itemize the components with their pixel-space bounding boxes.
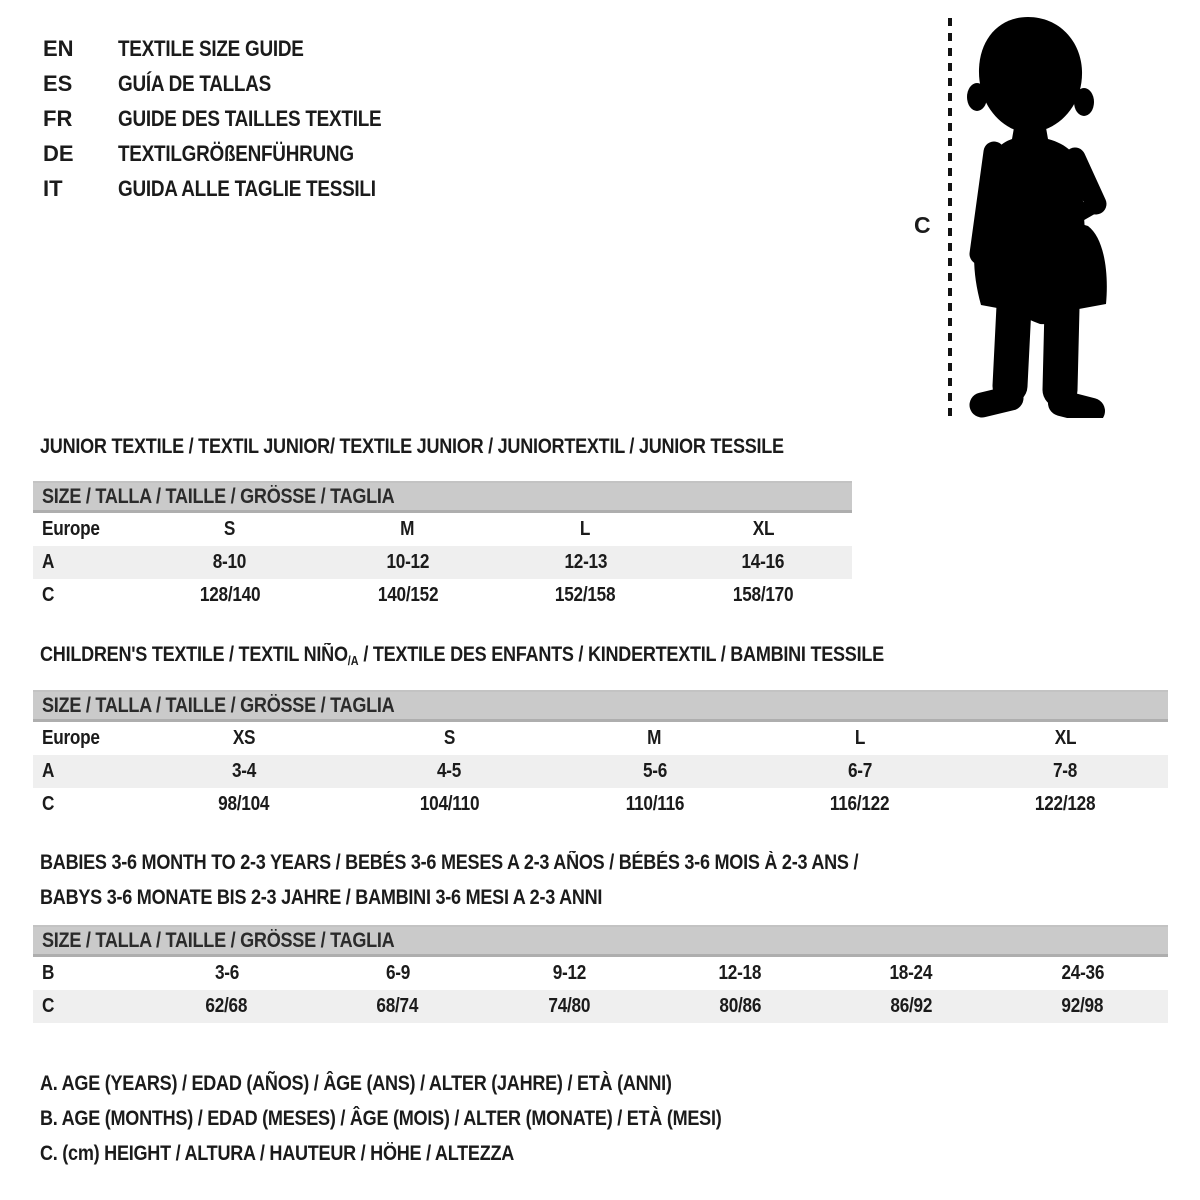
table-cell: 140/152 [377, 584, 438, 606]
guide-title-it: GUIDA ALLE TAGLIE TESSILI [118, 175, 376, 201]
table-cell: 24-36 [1061, 962, 1104, 984]
height-measure-figure [900, 0, 1160, 430]
table-row-height-cm [33, 579, 852, 612]
table-cell: XS [232, 727, 255, 749]
row-label: C [42, 995, 55, 1017]
table-cell: 86/92 [890, 995, 933, 1017]
table-cell: 92/98 [1061, 995, 1104, 1017]
size-header-label: SIZE / TALLA / TAILLE / GRÖSSE / TAGLIA [42, 928, 395, 952]
guide-title-fr: GUIDE DES TAILLES TEXTILE [118, 105, 382, 131]
language-row-es [43, 66, 424, 101]
row-label: C [42, 584, 55, 606]
table-cell: 3-4 [231, 760, 256, 782]
table-cell: M [400, 518, 415, 540]
nino-a-subscript: /A [347, 654, 359, 668]
babies-table-header [33, 925, 1168, 957]
legend-line-b: B. AGE (MONTHS) / EDAD (MESES) / ÂGE (MOIS) / ALTER (MONATE) / ETÀ (MESI) [40, 1106, 722, 1130]
junior-section-title: JUNIOR TEXTILE / TEXTIL JUNIOR/ TEXTILE JUNIOR / JUNIORTEXTIL / JUNIOR TESSILE [40, 435, 784, 458]
table-cell: 3-6 [214, 962, 239, 984]
table-cell: 104/110 [419, 793, 479, 815]
junior-size-table [33, 481, 852, 612]
language-row-de [43, 136, 424, 171]
table-cell: 128/140 [199, 584, 261, 606]
language-code: EN [43, 35, 74, 61]
table-cell: 18-24 [889, 962, 933, 984]
table-row-height-cm [33, 990, 1168, 1023]
measurement-legend [40, 1066, 832, 1171]
table-cell: 12-18 [718, 962, 762, 984]
row-label: Europe [42, 727, 100, 749]
table-cell: 80/86 [719, 995, 761, 1017]
language-code: IT [43, 175, 63, 201]
children-table-header [33, 690, 1168, 722]
table-cell: 122/128 [1035, 793, 1096, 815]
table-row-height-cm [33, 788, 1168, 821]
junior-table-header [33, 481, 852, 513]
babies-section-title-line2: BABYS 3-6 MONATE BIS 2-3 JAHRE / BAMBINI 3-6 MESI A 2-3 ANNI [40, 886, 603, 909]
table-cell: 158/170 [732, 584, 794, 606]
language-row-it [43, 171, 424, 206]
table-cell: L [854, 727, 866, 749]
table-cell: 8-10 [213, 551, 247, 573]
children-size-table [33, 690, 1168, 821]
table-cell: 152/158 [555, 584, 616, 606]
table-cell: 6-9 [385, 962, 410, 984]
guide-title-en: TEXTILE SIZE GUIDE [118, 35, 304, 61]
table-row-age-months [33, 957, 1168, 990]
table-cell: 7-8 [1053, 760, 1078, 782]
row-label: Europe [42, 518, 100, 540]
table-cell: 98/104 [218, 793, 270, 815]
guide-title-de: TEXTILGRÖßENFÜHRUNG [118, 140, 354, 166]
size-header-label: SIZE / TALLA / TAILLE / GRÖSSE / TAGLIA [42, 693, 395, 717]
babies-section-title-line1: BABIES 3-6 MONTH TO 2-3 YEARS / BEBÉS 3-6 MESES A 2-3 AÑOS / BÉBÉS 3-6 MOIS À 2-3 ANS / [40, 851, 859, 874]
table-cell: 116/122 [830, 793, 890, 815]
table-cell: M [647, 727, 662, 749]
row-label: A [42, 551, 55, 573]
table-cell: S [443, 727, 455, 749]
table-cell: XL [752, 518, 774, 540]
table-row-age-years [33, 755, 1168, 788]
language-code: ES [43, 70, 73, 96]
table-cell: 5-6 [642, 760, 667, 782]
table-cell: 10-12 [386, 551, 429, 573]
table-cell: 6-7 [847, 760, 872, 782]
table-cell: XL [1054, 727, 1077, 749]
table-cell: 110/116 [625, 793, 684, 815]
legend-line-c: C. (cm) HEIGHT / ALTURA / HAUTEUR / HÖHE / ALTEZZA [40, 1141, 515, 1165]
babies-size-table [33, 925, 1168, 1023]
table-cell: 9-12 [552, 962, 586, 984]
table-row-europe [33, 722, 1168, 755]
table-row-europe [33, 513, 852, 546]
height-dashed-line [948, 18, 952, 416]
language-code: FR [43, 105, 73, 131]
row-label: B [42, 962, 55, 984]
table-cell: 62/68 [205, 995, 248, 1017]
legend-line-a: A. AGE (YEARS) / EDAD (AÑOS) / ÂGE (ANS) / ALTER (JAHRE) / ETÀ (ANNI) [40, 1071, 672, 1095]
table-cell: 12-13 [564, 551, 607, 573]
language-row-fr [43, 101, 424, 136]
toddler-silhouette-icon [965, 14, 1137, 418]
language-row-en [43, 31, 424, 66]
height-measure-label: C [914, 212, 931, 238]
table-row-age-years [33, 546, 852, 579]
table-cell: 68/74 [376, 995, 419, 1017]
language-code: DE [43, 140, 74, 166]
size-header-label: SIZE / TALLA / TAILLE / GRÖSSE / TAGLIA [42, 484, 395, 508]
table-cell: 4-5 [437, 760, 462, 782]
table-cell: 14-16 [741, 551, 785, 573]
row-label: C [42, 793, 55, 815]
table-cell: S [224, 518, 236, 540]
children-section-title: CHILDREN'S TEXTILE / TEXTIL NIÑO/A / TEXTILE DES ENFANTS / KINDERTEXTIL / BAMBINI TESSILE [40, 643, 884, 668]
table-cell: 74/80 [548, 995, 590, 1017]
language-title-list [43, 31, 424, 206]
row-label: A [42, 760, 55, 782]
guide-title-es: GUÍA DE TALLAS [118, 70, 271, 96]
table-cell: L [580, 518, 591, 540]
